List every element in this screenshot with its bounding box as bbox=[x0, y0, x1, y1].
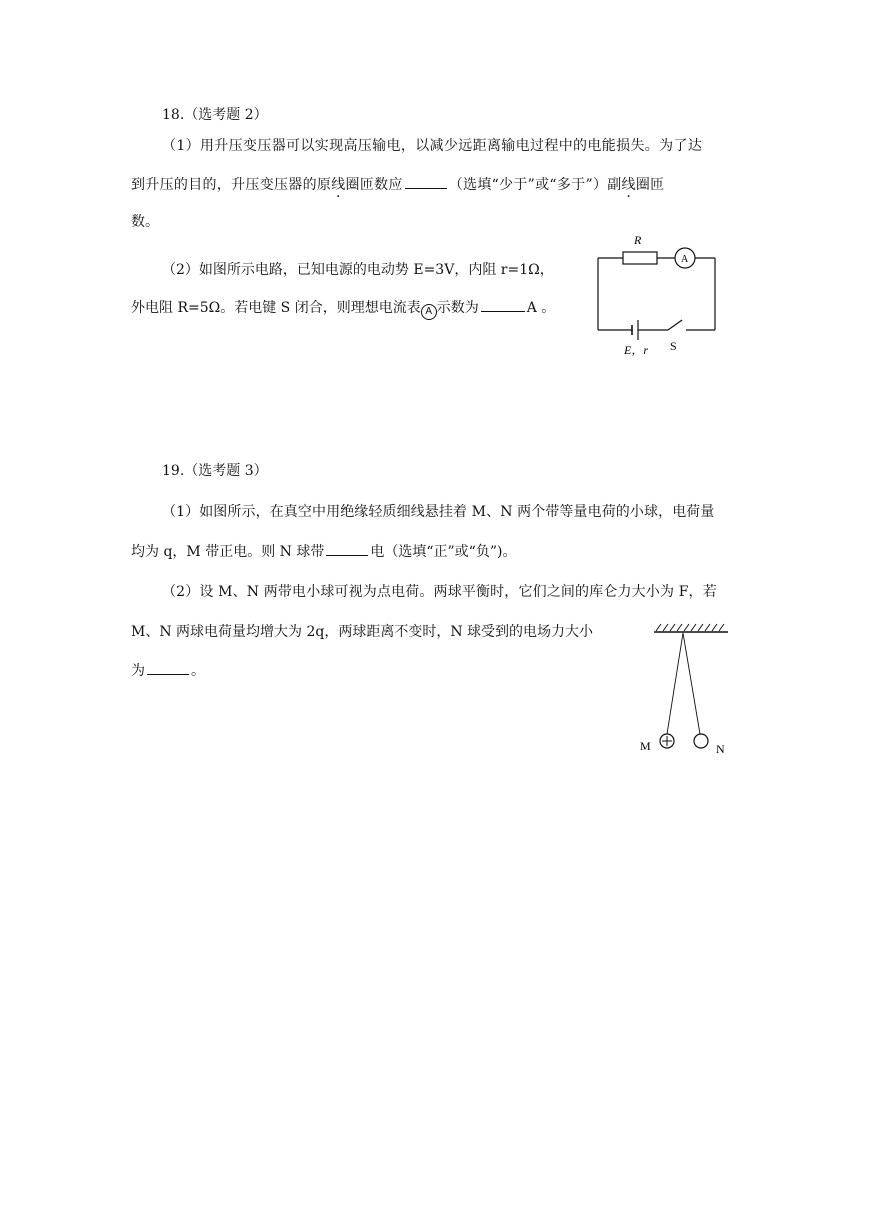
pendulum-figure bbox=[630, 618, 740, 763]
q18-blank-1[interactable] bbox=[405, 174, 447, 189]
q18-p1-line2-c: （选填“少于”或“多于”） bbox=[448, 177, 608, 193]
q19-blank-2[interactable] bbox=[147, 660, 189, 675]
q18-p2-line2-a: 外电阻 R=5Ω。若电键 S 闭合，则理想电流表 bbox=[131, 300, 421, 316]
q18-p2-line2 bbox=[131, 297, 555, 320]
circuit-label-a: A bbox=[681, 254, 689, 265]
q18-p1-line2-b: 匝数应 bbox=[359, 177, 403, 193]
circuit-label-er: E，r bbox=[624, 343, 649, 357]
q19-p2-line1: （2）设 M、N 两带电小球可视为点电荷。两球平衡时，它们之间的库仑力大小为 F，若 bbox=[162, 584, 717, 600]
q18-p1-line3: 数。 bbox=[131, 214, 159, 230]
q19-p2-line2: M、N 两球电荷量均增大为 2q，两球距离不变时，N 球受到的电场力大小 bbox=[131, 624, 594, 640]
circuit-label-s: S bbox=[670, 339, 677, 353]
q18-title: 18.（选考题 2） bbox=[162, 107, 268, 123]
q18-p2-line1: （2）如图所示电路，已知电源的电动势 E=3V，内阻 r=1Ω， bbox=[162, 262, 554, 278]
ammeter-symbol: A bbox=[421, 304, 437, 320]
q18-dotted-secondary: 副线圈 bbox=[607, 177, 651, 193]
q18-blank-2[interactable] bbox=[481, 297, 525, 312]
q19-p2-line3-b: 。 bbox=[191, 663, 205, 679]
q19-p1-line2 bbox=[131, 541, 516, 562]
q18-p2-line2-b: 示数为 bbox=[436, 300, 479, 316]
q19-p1-line1: （1）如图所示，在真空中用绝缘轻质细线悬挂着 M、N 两个带等量电荷的小球，电荷量 bbox=[162, 504, 715, 520]
q18-p1-line2 bbox=[131, 174, 664, 195]
q19-p2-line3 bbox=[131, 660, 205, 681]
label-m: M bbox=[640, 739, 651, 753]
q19-blank-1[interactable] bbox=[326, 541, 368, 556]
q19-p2-line3-a: 为 bbox=[131, 663, 145, 679]
q19-p1-line2-a: 均为 q，M 带正电。则 N 球带 bbox=[131, 544, 325, 560]
ball-n bbox=[694, 734, 708, 748]
circuit-diagram bbox=[590, 228, 725, 363]
q19-p1-line2-b: 电（选填“正”或“负”)。 bbox=[370, 544, 517, 560]
resistor bbox=[623, 252, 657, 264]
q18-p1-line1: （1）用升压变压器可以实现高压输电，以减少远距离输电过程中的电能损失。为了达 bbox=[162, 138, 703, 154]
q18-dotted-primary: 原线圈 bbox=[316, 177, 360, 193]
q18-p1-line2-a: 到升压的目的，升压变压器的 bbox=[131, 177, 317, 193]
label-n: N bbox=[716, 742, 725, 756]
q18-p2-line2-c: A 。 bbox=[526, 300, 556, 316]
circuit-label-r: R bbox=[634, 233, 642, 247]
q19-title: 19.（选考题 3） bbox=[162, 463, 268, 479]
q18-p1-line2-d: 匝 bbox=[650, 177, 665, 193]
